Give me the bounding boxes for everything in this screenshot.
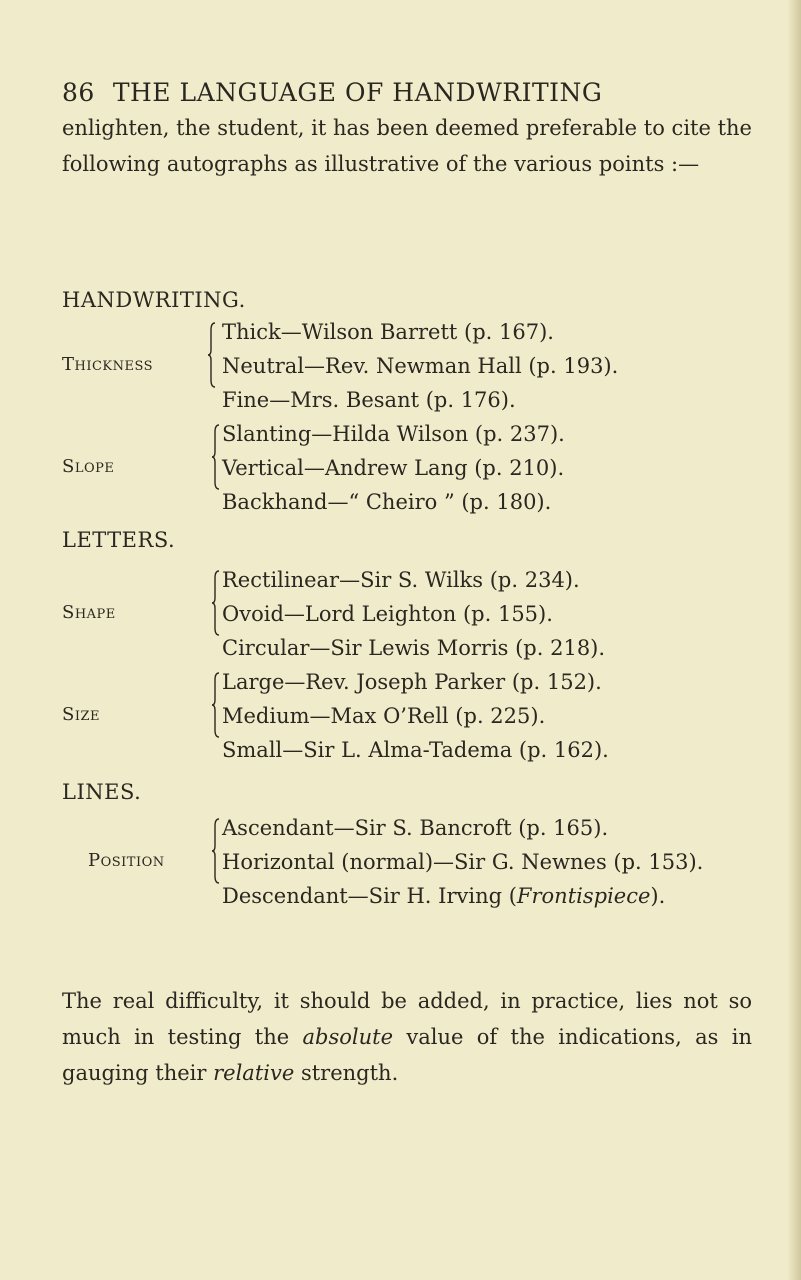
- group-label-size: Size: [62, 704, 100, 725]
- entry-ascendant: Ascendant—Sir S. Bancroft (p. 165).: [222, 816, 609, 840]
- running-header: [62, 78, 742, 107]
- closing-paragraph: [62, 983, 752, 1091]
- entry-large: Large—Rev. Joseph Parker (p. 152).: [222, 670, 602, 694]
- brace-slope: [212, 424, 220, 490]
- closing-emphasis-absolute: absolute: [302, 1025, 394, 1049]
- running-title: THE LANGUAGE OF HANDWRITING: [112, 78, 603, 107]
- closing-part-3: strength.: [294, 1061, 399, 1085]
- entry-neutral: Neutral—Rev. Newman Hall (p. 193).: [222, 354, 619, 378]
- entry-thick: Thick—Wilson Barrett (p. 167).: [222, 320, 554, 344]
- group-label-position: Position: [88, 850, 165, 871]
- closing-part-2: value of the indications, as in gauging their: [62, 1025, 752, 1085]
- intro-paragraph: enlighten, the student, it has been deemed preferable to cite the following autographs as illustrative of the various points :—: [62, 116, 752, 176]
- page-edge-shadow: [787, 0, 801, 1280]
- closing-emphasis-relative: relative: [213, 1061, 295, 1085]
- entry-descendant-end: ).: [650, 884, 666, 908]
- section-heading-handwriting: HANDWRITING.: [62, 288, 246, 312]
- entry-descendant: [222, 884, 665, 908]
- brace-thickness: [208, 322, 216, 388]
- entry-vertical: Vertical—Andrew Lang (p. 210).: [222, 456, 565, 480]
- entry-ovoid: Ovoid—Lord Leighton (p. 155).: [222, 602, 553, 626]
- group-label-shape: Shape: [62, 602, 116, 623]
- entry-medium: Medium—Max O’Rell (p. 225).: [222, 704, 546, 728]
- brace-position: [212, 818, 220, 884]
- brace-size: [212, 672, 220, 738]
- page-number: 86: [62, 78, 95, 107]
- entry-slanting: Slanting—Hilda Wilson (p. 237).: [222, 422, 565, 446]
- entry-small: Small—Sir L. Alma-Tadema (p. 162).: [222, 738, 609, 762]
- entry-horizontal: Horizontal (normal)—Sir G. Newnes (p. 153).: [222, 850, 704, 874]
- entry-fine: Fine—Mrs. Besant (p. 176).: [222, 388, 516, 412]
- section-heading-lines: LINES.: [62, 780, 142, 804]
- entry-circular: Circular—Sir Lewis Morris (p. 218).: [222, 636, 606, 660]
- group-label-slope: Slope: [62, 456, 115, 477]
- entry-rectilinear: Rectilinear—Sir S. Wilks (p. 234).: [222, 568, 580, 592]
- entry-backhand: Backhand—“ Cheiro ” (p. 180).: [222, 490, 552, 514]
- closing-part-1: The real difficulty, it should be added, in practice, lies not so much in testing the: [62, 989, 752, 1049]
- group-label-thickness: Thickness: [62, 354, 154, 375]
- brace-shape: [212, 570, 220, 636]
- entry-descendant-text: Descendant—Sir H. Irving (: [222, 884, 517, 908]
- section-heading-letters: LETTERS.: [62, 528, 176, 552]
- frontispiece-ref: Frontispiece: [516, 884, 651, 908]
